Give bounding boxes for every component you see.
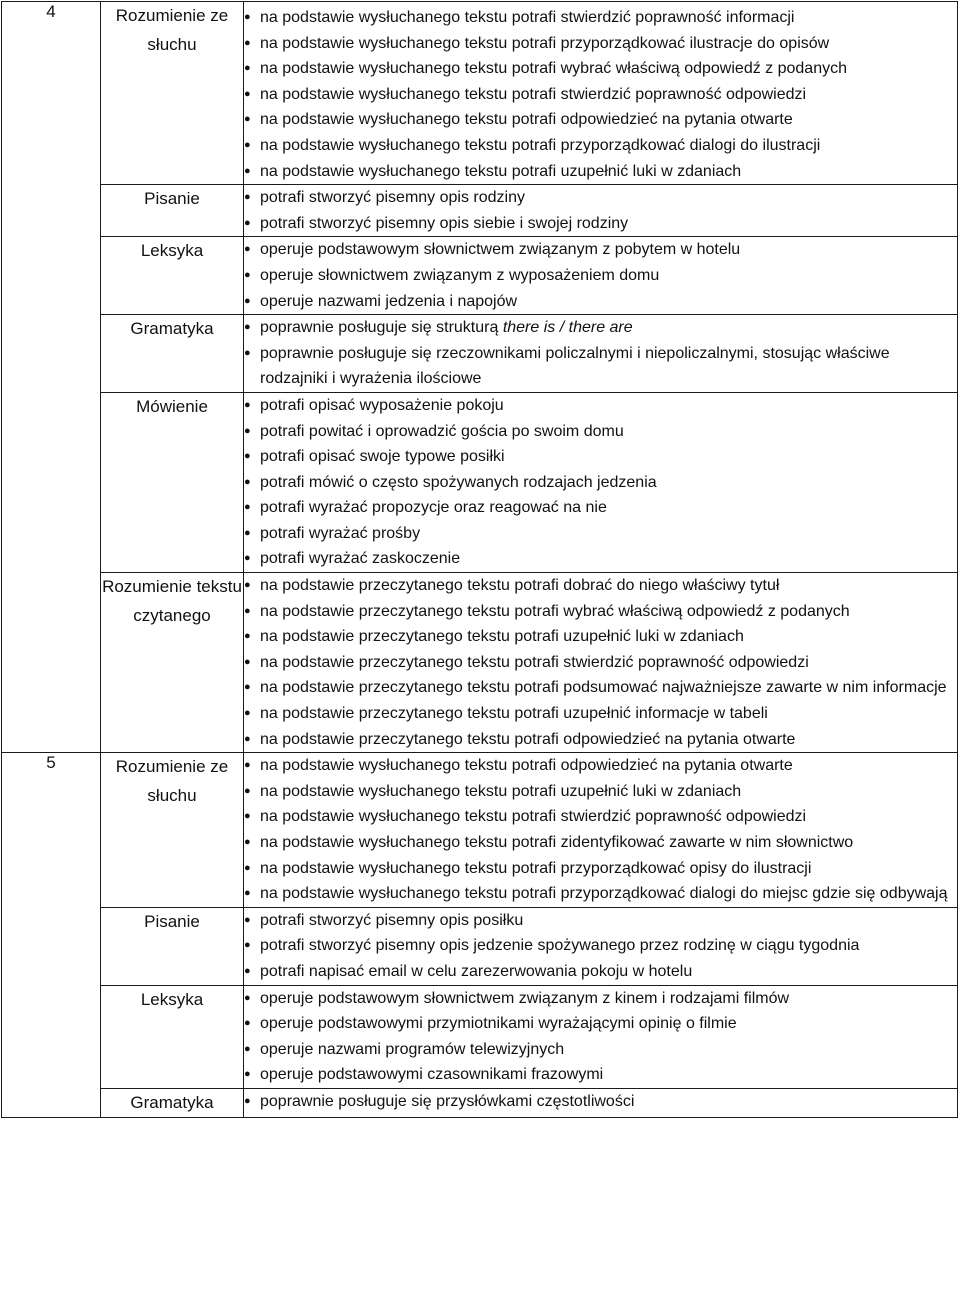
list-item: ● operuje nazwami jedzenia i napojów: [244, 289, 957, 315]
list-item: ● na podstawie przeczytanego tekstu potrafi dobrać do niego właściwy tytuł: [244, 573, 957, 599]
list-item: ● potrafi mówić o często spożywanych rodzajach jedzenia: [244, 470, 957, 496]
skill-label: Rozumienie ze słuchu: [101, 753, 244, 908]
bullet-list: [244, 237, 957, 314]
table-row: [2, 2, 958, 185]
list-item: ● na podstawie wysłuchanego tekstu potrafi stwierdzić poprawność odpowiedzi: [244, 804, 957, 830]
list-item: ● potrafi wyrażać propozycje oraz reagować na nie: [244, 495, 957, 521]
list-item: ● na podstawie wysłuchanego tekstu potrafi odpowiedzieć na pytania otwarte: [244, 753, 957, 779]
skill-label: Rozumienie ze słuchu: [101, 2, 244, 185]
list-item: ● na podstawie wysłuchanego tekstu potrafi uzupełnić luki w zdaniach: [244, 779, 957, 805]
table-row: [2, 1088, 958, 1118]
table-row: [2, 185, 958, 237]
skill-items: [244, 315, 958, 393]
list-item: ● na podstawie wysłuchanego tekstu potrafi uzupełnić luki w zdaniach: [244, 159, 957, 185]
bullet-list: [244, 753, 957, 907]
unit-number: 4: [2, 2, 101, 753]
list-item: ● na podstawie przeczytanego tekstu potrafi odpowiedzieć na pytania otwarte: [244, 727, 957, 753]
list-item: ● potrafi napisać email w celu zarezerwowania pokoju w hotelu: [244, 959, 957, 985]
table-row: [2, 392, 958, 572]
list-item: ● na podstawie wysłuchanego tekstu potrafi przyporządkować opisy do ilustracji: [244, 856, 957, 882]
list-item: ● na podstawie wysłuchanego tekstu potrafi zidentyfikować zawarte w nim słownictwo: [244, 830, 957, 856]
list-item: ● na podstawie przeczytanego tekstu potrafi uzupełnić informacje w tabeli: [244, 701, 957, 727]
table-row: [2, 573, 958, 753]
list-item: ● operuje podstawowym słownictwem związanym z pobytem w hotelu: [244, 237, 957, 263]
table-row: [2, 237, 958, 315]
list-item: ● poprawnie posługuje się rzeczownikami policzalnymi i niepoliczalnymi, stosując właściwe rodzajniki i wyrażenia ilościowe: [244, 341, 957, 392]
list-item: ● potrafi stworzyć pisemny opis rodziny: [244, 185, 957, 211]
list-item: ● potrafi opisać swoje typowe posiłki: [244, 444, 957, 470]
skill-items: [244, 185, 958, 237]
list-item: ● na podstawie przeczytanego tekstu potrafi stwierdzić poprawność odpowiedzi: [244, 650, 957, 676]
list-item: ● operuje podstawowymi przymiotnikami wyrażającymi opinię o filmie: [244, 1011, 957, 1037]
skill-items: [244, 237, 958, 315]
list-item: ● operuje podstawowym słownictwem związanym z kinem i rodzajami filmów: [244, 986, 957, 1012]
italic-phrase: there is / there are: [502, 319, 633, 337]
table-row: [2, 315, 958, 393]
bullet-list: [244, 5, 957, 184]
list-item: ● potrafi stworzyć pisemny opis posiłku: [244, 908, 957, 934]
list-item: ● potrafi stworzyć pisemny opis jedzenie spożywanego przez rodzinę w ciągu tygodnia: [244, 933, 957, 959]
skill-label: Rozumienie tekstu czytanego: [101, 573, 244, 753]
skill-label: Leksyka: [101, 237, 244, 315]
list-item: ● na podstawie wysłuchanego tekstu potrafi odpowiedzieć na pytania otwarte: [244, 107, 957, 133]
skill-label: Leksyka: [101, 985, 244, 1088]
curriculum-table: [1, 1, 958, 1118]
list-item: ● potrafi opisać wyposażenie pokoju: [244, 393, 957, 419]
list-item: ● na podstawie wysłuchanego tekstu potrafi przyporządkować dialogi do miejsc gdzie się odbywają: [244, 881, 957, 907]
skill-items: [244, 2, 958, 185]
skill-label: Pisanie: [101, 185, 244, 237]
bullet-list: [244, 986, 957, 1088]
bullet-list: [244, 908, 957, 985]
list-item: ● potrafi powitać i oprowadzić gościa po swoim domu: [244, 419, 957, 445]
list-item: ● potrafi stworzyć pisemny opis siebie i swojej rodziny: [244, 211, 957, 237]
bullet-list: [244, 185, 957, 236]
unit-number: 5: [2, 753, 101, 1118]
table-row: [2, 907, 958, 985]
skill-label: Gramatyka: [101, 315, 244, 393]
skill-label: Mówienie: [101, 392, 244, 572]
bullet-list: [244, 315, 957, 392]
bullet-list: [244, 573, 957, 752]
bullet-list: [244, 1089, 957, 1115]
skill-items: [244, 907, 958, 985]
skill-items: [244, 573, 958, 753]
list-item: ● operuje słownictwem związanym z wyposażeniem domu: [244, 263, 957, 289]
list-item: ● na podstawie wysłuchanego tekstu potrafi przyporządkować dialogi do ilustracji: [244, 133, 957, 159]
list-item: [244, 315, 957, 341]
list-item: ● poprawnie posługuje się przysłówkami częstotliwości: [244, 1089, 957, 1115]
skill-label: Gramatyka: [101, 1088, 244, 1118]
grammar-text: poprawnie posługuje się strukturą: [260, 319, 503, 337]
list-item: ● operuje nazwami programów telewizyjnych: [244, 1037, 957, 1063]
list-item: ● na podstawie wysłuchanego tekstu potrafi wybrać właściwą odpowiedź z podanych: [244, 56, 957, 82]
list-item: ● na podstawie wysłuchanego tekstu potrafi przyporządkować ilustracje do opisów: [244, 31, 957, 57]
table-row: [2, 985, 958, 1088]
bullet-list: [244, 393, 957, 572]
skill-items: [244, 392, 958, 572]
skill-items: [244, 985, 958, 1088]
table-row: [2, 753, 958, 908]
list-item: ● na podstawie przeczytanego tekstu potrafi wybrać właściwą odpowiedź z podanych: [244, 599, 957, 625]
list-item: ● operuje podstawowymi czasownikami frazowymi: [244, 1062, 957, 1088]
list-item: ● na podstawie przeczytanego tekstu potrafi uzupełnić luki w zdaniach: [244, 624, 957, 650]
list-item: ● na podstawie wysłuchanego tekstu potrafi stwierdzić poprawność informacji: [244, 5, 957, 31]
skill-items: [244, 1088, 958, 1118]
list-item: ● na podstawie przeczytanego tekstu potrafi podsumować najważniejsze zawarte w nim informacje: [244, 675, 957, 701]
skill-items: [244, 753, 958, 908]
skill-label: Pisanie: [101, 907, 244, 985]
list-item: ● potrafi wyrażać prośby: [244, 521, 957, 547]
list-item: ● potrafi wyrażać zaskoczenie: [244, 546, 957, 572]
list-item: ● na podstawie wysłuchanego tekstu potrafi stwierdzić poprawność odpowiedzi: [244, 82, 957, 108]
